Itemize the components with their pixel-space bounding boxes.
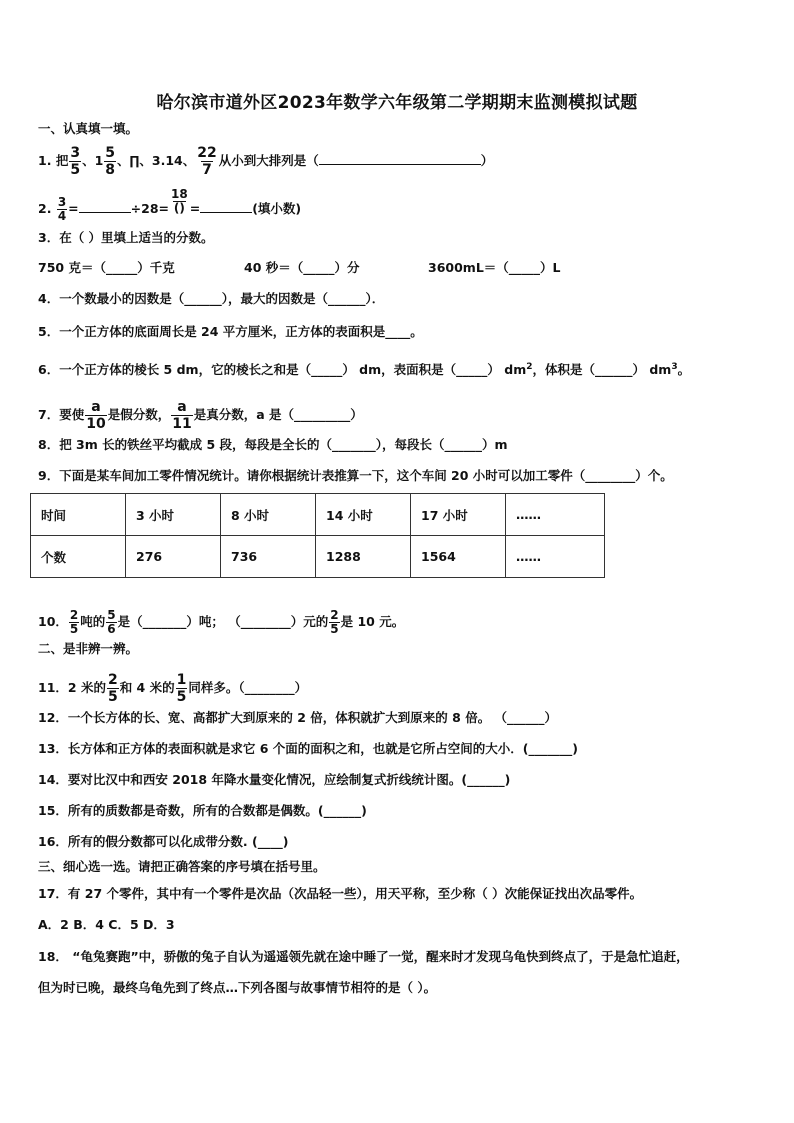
fraction: $\frac{2}{5}$: [69, 608, 79, 636]
question-3b: 40 秒＝（_____）分: [244, 260, 360, 275]
section-heading-3: 三、细心选一选。请把正确答案的序号填在括号里。: [38, 859, 326, 874]
table-row: [31, 536, 605, 578]
answer-blank[interactable]: [79, 200, 131, 213]
question-2: 2. $\frac{3}{4}$ = ÷28= $\frac{18}{()}$ = (填小数): [38, 187, 302, 223]
question-9: 9．下面是某车间加工零件情况统计。请你根据统计表推算一下，这个车间 20 小时可以加工零件（________）个。: [38, 468, 673, 483]
fraction: $\frac{18}{()}$: [171, 187, 188, 215]
question-3: 3．在（ ）里填上适当的分数。: [38, 230, 214, 245]
table-cell: 1564: [411, 536, 506, 578]
table-cell: ……: [506, 536, 605, 578]
question-5: 5．一个正方体的底面周长是 24 平方厘米，正方体的表面积是____。: [38, 324, 423, 339]
fraction: $\frac{a}{11}$: [172, 399, 192, 432]
answer-blank[interactable]: [200, 200, 252, 213]
question-18-line-2: 但为时已晚，最终乌龟先到了终点…下列各图与故事情节相符的是（ ）。: [38, 980, 437, 995]
question-18-line-1: 18． “龟兔赛跑”中，骄傲的兔子自认为遥遥领先就在途中睡了一觉，醒来时才发现乌龟快到终点了，于是急忙追赶，: [38, 949, 689, 964]
fraction: $\frac{a}{10}$: [86, 399, 106, 432]
fraction: $\frac{5}{6}$: [107, 608, 116, 636]
question-14: 14．要对比汉中和西安 2018 年降水量变化情况，应绘制复式折线统计图。(______): [38, 772, 511, 787]
fraction: $\frac{3}{4}$: [57, 195, 67, 223]
section-heading-1: 一、认真填一填。: [38, 121, 139, 136]
table-cell: 17 小时: [411, 494, 506, 536]
table-cell: 时间: [31, 494, 126, 536]
answer-blank[interactable]: [319, 152, 481, 165]
question-8: 8．把 3m 长的铁丝平均截成 5 段，每段是全长的（_______），每段长（______）m: [38, 437, 508, 452]
question-16: 16．所有的假分数都可以化成带分数. (____): [38, 834, 289, 849]
question-17: 17．有 27 个零件，其中有一个零件是次品（次品轻一些），用天平称，至少称（ ）次能保证找出次品零件。: [38, 886, 643, 901]
table-cell: 14 小时: [316, 494, 411, 536]
question-12: 12．一个长方体的长、宽、高都扩大到原来的 2 倍，体积就扩大到原来的 8 倍。 （______）: [38, 710, 558, 725]
question-3a: 750 克＝（_____）千克: [38, 260, 175, 275]
question-4: 4．一个数最小的因数是（______），最大的因数是（______）．: [38, 291, 385, 306]
table-cell: 3 小时: [126, 494, 221, 536]
table-cell: ……: [506, 494, 605, 536]
question-3c: 3600mL＝（_____）L: [428, 260, 561, 275]
question-11: 11．2 米的 $\frac{2}{5}$ 和 4 米的 $\frac{1}{5}$ 同样多。（________）: [38, 672, 308, 705]
page-title: 哈尔滨市道外区2023年数学六年级第二学期期末监测模拟试题: [156, 93, 638, 113]
statistics-table: [30, 493, 605, 578]
question-17-options: A．2 B．4 C．5 D．3: [38, 917, 175, 932]
table-cell: 8 小时: [221, 494, 316, 536]
table-row: [31, 494, 605, 536]
question-7: 7．要使 $\frac{a}{10}$ 是假分数， $\frac{a}{11}$ 是真分数，a 是（_________）: [38, 399, 363, 432]
question-15: 15．所有的质数都是奇数，所有的合数都是偶数。(______): [38, 803, 367, 818]
table-cell: 1288: [316, 536, 411, 578]
table-cell: 个数: [31, 536, 126, 578]
fraction: $\frac{1}{5}$: [176, 672, 187, 705]
fraction: $\frac{3}{5}$: [70, 145, 81, 178]
fraction: $\frac{2}{5}$: [330, 608, 339, 636]
question-10: 10． $\frac{2}{5}$ 吨的 $\frac{5}{6}$ 是（_______）吨； （________）元的 $\frac{2}{5}$ 是 10 元。: [38, 608, 405, 636]
fraction: $\frac{5}{8}$: [105, 145, 116, 178]
section-heading-2: 二、是非辨一辨。: [38, 641, 139, 656]
question-13: 13．长方体和正方体的表面积就是求它 6 个面的面积之和，也就是它所占空间的大小．(_______): [38, 741, 578, 756]
question-6: 6．一个正方体的棱长 5 dm，它的棱长之和是（_____） dm，表面积是（_____） $dm^2$，体积是（______） $dm^3$。: [38, 362, 691, 378]
fraction: $\frac{22}{7}$: [197, 145, 217, 178]
question-1: 1. 把 $\frac{3}{5}$ 、1 $\frac{5}{8}$ 、∏、3.14、 $\frac{22}{7}$ 从小到大排列是（ ）: [38, 145, 494, 178]
fraction: $\frac{2}{5}$: [107, 672, 118, 705]
table-cell: 276: [126, 536, 221, 578]
table-cell: 736: [221, 536, 316, 578]
